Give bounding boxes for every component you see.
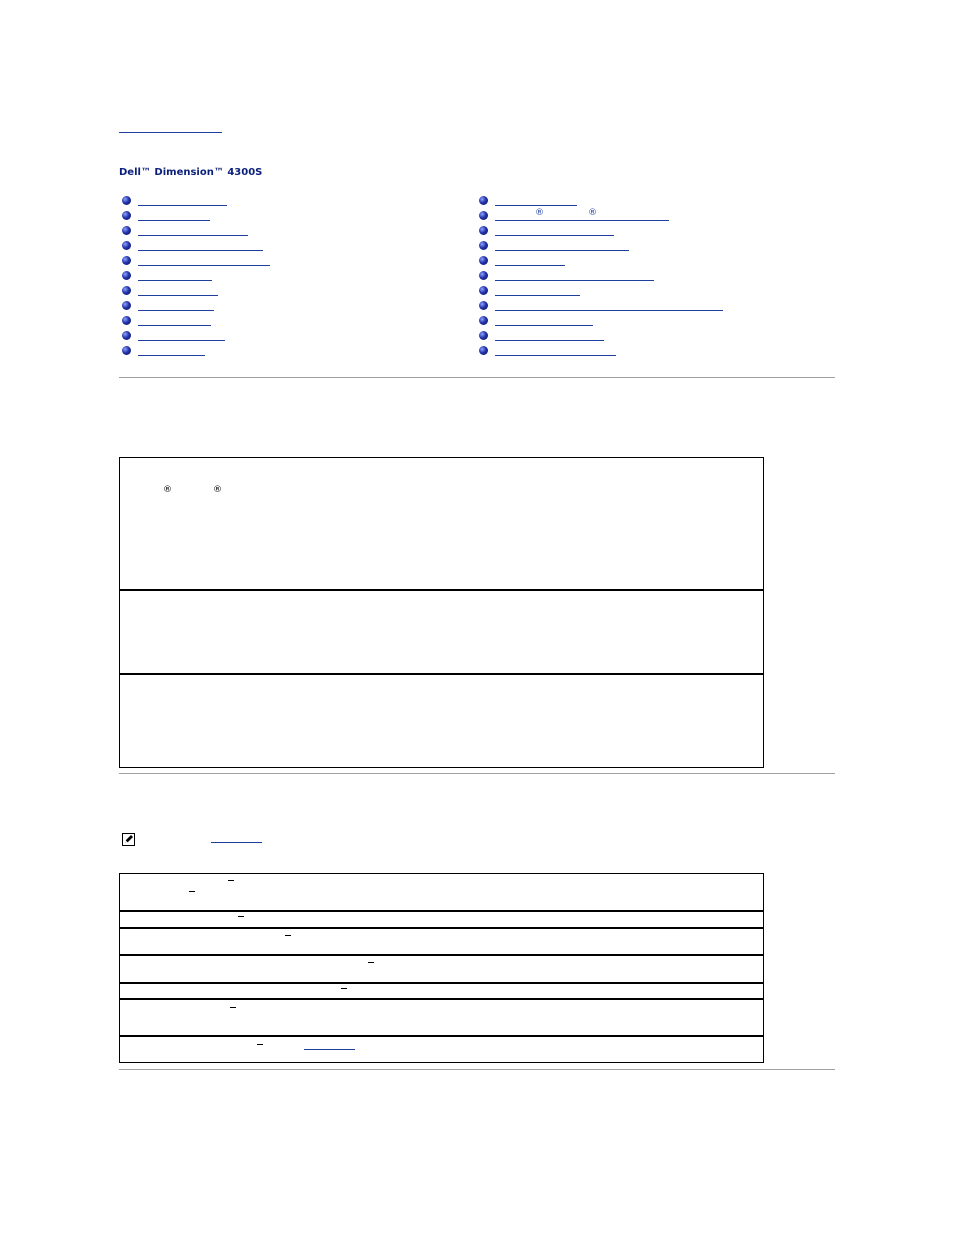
toc-link[interactable] xyxy=(495,240,629,251)
footnote-ref[interactable] xyxy=(285,935,291,936)
toc-link[interactable] xyxy=(495,300,723,311)
bullet-icon xyxy=(479,241,488,250)
toc-link[interactable] xyxy=(138,270,212,281)
table-row-divider xyxy=(120,910,763,912)
table-row-divider xyxy=(120,1035,763,1037)
section-divider xyxy=(119,377,835,378)
bullet-icon xyxy=(122,241,131,250)
bullet-icon xyxy=(479,346,488,355)
bullet-icon xyxy=(479,226,488,235)
footnote-ref[interactable] xyxy=(238,916,244,917)
footnote-ref[interactable] xyxy=(189,891,195,892)
section-divider xyxy=(119,773,835,774)
table-row-divider xyxy=(120,927,763,929)
toc-link[interactable] xyxy=(495,285,580,296)
footnote-ref[interactable] xyxy=(341,988,347,989)
toc-link[interactable] xyxy=(495,195,577,206)
bullet-icon xyxy=(122,286,131,295)
bullet-icon xyxy=(122,271,131,280)
bullet-icon xyxy=(122,196,131,205)
inline-link[interactable] xyxy=(304,1043,355,1050)
page-title: Dell™ Dimension™ 4300S xyxy=(119,167,263,178)
bullet-icon xyxy=(122,301,131,310)
table-row-divider xyxy=(120,589,763,591)
bullet-icon xyxy=(122,316,131,325)
registered-mark: ® xyxy=(535,208,544,218)
bullet-icon xyxy=(122,211,131,220)
bullet-icon xyxy=(479,196,488,205)
bullet-icon xyxy=(479,256,488,265)
registered-mark: ® xyxy=(588,208,597,218)
toc-link[interactable] xyxy=(138,285,218,296)
note-icon xyxy=(122,833,135,846)
toc-link[interactable] xyxy=(138,300,214,311)
note-link[interactable] xyxy=(211,833,262,843)
bullet-icon xyxy=(122,331,131,340)
footnote-ref[interactable] xyxy=(228,880,234,881)
toc-link[interactable] xyxy=(495,255,565,266)
bullet-icon xyxy=(479,271,488,280)
toc-link[interactable] xyxy=(138,240,263,251)
table-row-divider xyxy=(120,954,763,956)
bullet-icon xyxy=(479,316,488,325)
toc-link[interactable] xyxy=(138,315,211,326)
toc-link[interactable] xyxy=(495,225,614,236)
bullet-icon xyxy=(122,256,131,265)
toc-link[interactable] xyxy=(138,210,210,221)
registered-mark: ® xyxy=(213,485,222,495)
toc-link[interactable] xyxy=(138,330,225,341)
table-row-divider xyxy=(120,673,763,675)
table-row-divider xyxy=(120,998,763,1000)
bullet-icon xyxy=(479,301,488,310)
toc-link[interactable] xyxy=(138,255,270,266)
bullet-icon xyxy=(122,346,131,355)
section-divider xyxy=(119,1069,835,1070)
footnote-ref[interactable] xyxy=(257,1044,263,1045)
bullet-icon xyxy=(479,286,488,295)
toc-link[interactable] xyxy=(138,345,205,356)
table-row-divider xyxy=(120,982,763,984)
footnote-ref[interactable] xyxy=(230,1007,236,1008)
table-of-contents xyxy=(119,195,835,360)
registered-mark: ® xyxy=(163,485,172,495)
bullet-icon xyxy=(122,226,131,235)
toc-link[interactable] xyxy=(495,345,616,356)
reference-table xyxy=(119,873,764,1063)
toc-link[interactable] xyxy=(495,330,604,341)
bullet-icon xyxy=(479,211,488,220)
spec-table xyxy=(119,457,764,768)
footnote-ref[interactable] xyxy=(368,962,374,963)
toc-link[interactable] xyxy=(138,225,248,236)
toc-link[interactable] xyxy=(495,270,654,281)
toc-link[interactable] xyxy=(495,315,593,326)
top-nav-link[interactable] xyxy=(119,118,222,133)
toc-link[interactable] xyxy=(495,210,669,221)
toc-link[interactable] xyxy=(138,195,227,206)
bullet-icon xyxy=(479,331,488,340)
